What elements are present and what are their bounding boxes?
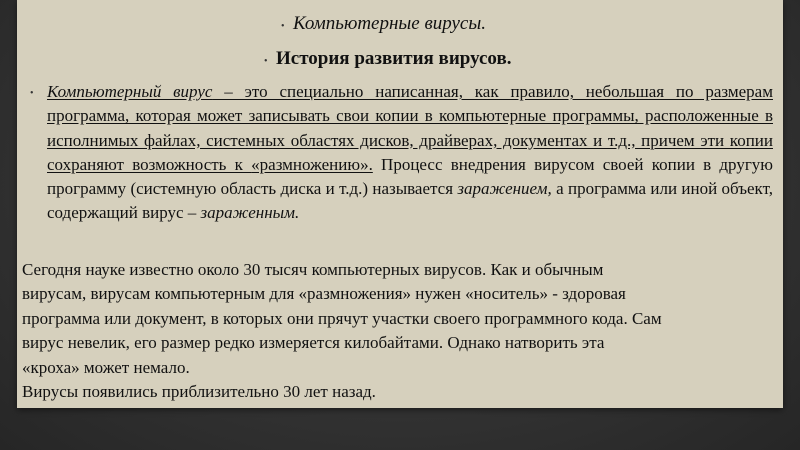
body-line: вирусам, вирусам компьютерным для «размножения» нужен «носитель» - здоровая (22, 284, 626, 304)
term-infection: заражением, (457, 179, 552, 199)
term-infected: зараженным. (200, 203, 300, 223)
term-computer-virus: Компьютерный вирус (47, 82, 213, 101)
body-line: Вирусы появились приблизительно 30 лет назад. (22, 382, 376, 402)
body-line: Сегодня науке известно около 30 тысяч компьютерных вирусов. Как и обычным (22, 260, 604, 279)
bullet-definition: • (30, 88, 34, 99)
slide-content-panel (17, 0, 783, 408)
definition-text: – это специально написанная, как правило, небольшая по размерам программа, которая может записывать свои копии в компьютерные программы, расположенные в исполнимых файлах, системных областях дисков, драйверах, документах и т.д., причем эти копии сохраняют возможность к (47, 82, 773, 174)
slide-title-italic: Компьютерные вирусы. (293, 13, 486, 34)
infected-text: а программа или иной объект, содержащий вирус – (47, 179, 773, 223)
infection-text: Процесс внедрения вирусом своей копии в другую программу (системную область диска и т.д.) называется (47, 154, 774, 199)
body-line: «кроха» может немало. (22, 357, 190, 377)
bullet-title-2: • (264, 56, 268, 67)
definition-paragraph (47, 80, 773, 226)
bullet-title-1: • (281, 21, 285, 32)
body-line: вирус невелик, его размер редко измеряется килобайтами. Однако натворить эта (22, 333, 605, 353)
slide-title-bold: История развития вирусов. (276, 48, 512, 69)
definition-text-end: «размножению». (251, 154, 373, 174)
body-text (22, 258, 778, 404)
body-line: программа или документ, в которых они прячут участки своего программного кода. Сам (22, 308, 662, 328)
